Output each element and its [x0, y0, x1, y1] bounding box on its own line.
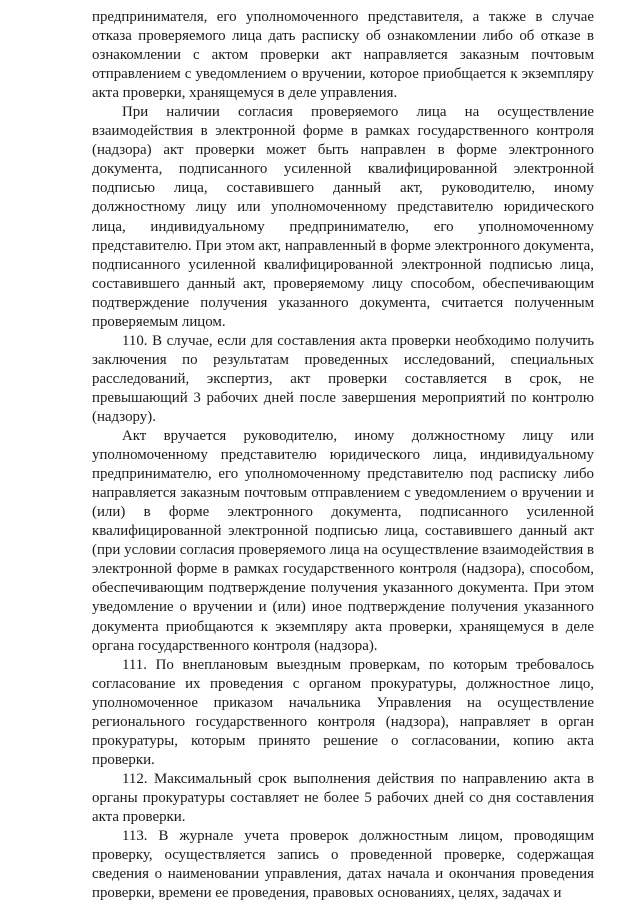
paragraph-111: 111. По внеплановым выездным проверкам, по которым требовалось согласование их проведения с органом прокуратуры, должностное лицо, уполномоченное приказом начальника Управления на осуществление регионального государственного контроля (надзора), направляет в орган прокуратуры, которым принято решение о согласовании, копию акта проверки. [92, 656, 594, 768]
paragraph-act-delivery: Акт вручается руководителю, иному должностному лицу или уполномоченному представителю юридического лица, индивидуальному предпринимателю, его уполномоченному представителю под расписку либо направляется заказным почтовым отправлением с уведомлением о вручении и (или) в форме электронного документа, подписанного усиленной квалифицированной электронной подписью лица, составившего данный акт (при условии согласия проверяемого лица на осуществление взаимодействия в электронной форме в рамках государственного контроля (надзора), способом, обеспечивающим подтверждение получения указанного документа. При этом уведомление о вручении и (или) иное подтверждение получения указанного документа приобщаются к экземпляру акта проверки, хранящемуся в деле органа государственного контроля (надзора). [92, 428, 594, 654]
paragraph-electronic-act: При наличии согласия проверяемого лица на осуществление взаимодействия в электронной форме в рамках государственного контроля (надзора) акт проверки может быть направлен в форме электронного документа, подписанного усиленной квалифицированной электронной подписью лица, составившего данный акт, руководителю, иному должностному лицу или уполномоченному представителю юридического лица, индивидуальному предпринимателю, его уполномоченному представителю. При этом акт, направленный в форме электронного документа, подписанного усиленной квалифицированной электронной подписью лица, составившего данный акт, проверяемому лицу способом, обеспечивающим подтверждение получения указанного документа, считается полученным проверяемым лицом. [92, 104, 594, 330]
paragraph-112: 112. Максимальный срок выполнения действия по направлению акта в органы прокуратуры составляет не более 5 рабочих дней со дня составления акта проверки. [92, 770, 594, 825]
paragraph-110: 110. В случае, если для составления акта проверки необходимо получить заключения по результатам проведенных исследований, специальных расследований, экспертиз, акт проверки составляется в срок, не превышающий 3 рабочих дней после завершения мероприятий по контролю (надзору). [92, 332, 594, 425]
paragraph-continuation: предпринимателя, его уполномоченного представителя, а также в случае отказа проверяемого лица дать расписку об ознакомлении либо об отказе в ознакомлении с актом проверки акт направляется заказным почтовым отправлением с уведомлением о вручении, которое приобщается к экземпляру акта проверки, хранящемуся в деле управления. [92, 9, 594, 102]
document-body [92, 8, 594, 903]
paragraph-113: 113. В журнале учета проверок должностным лицом, проводящим проверку, осуществляется запись о проведенной проверке, содержащая сведения о наименовании управления, датах начала и окончания проведения проверки, времени ее проведения, правовых основаниях, целях, задачах и [92, 828, 594, 902]
